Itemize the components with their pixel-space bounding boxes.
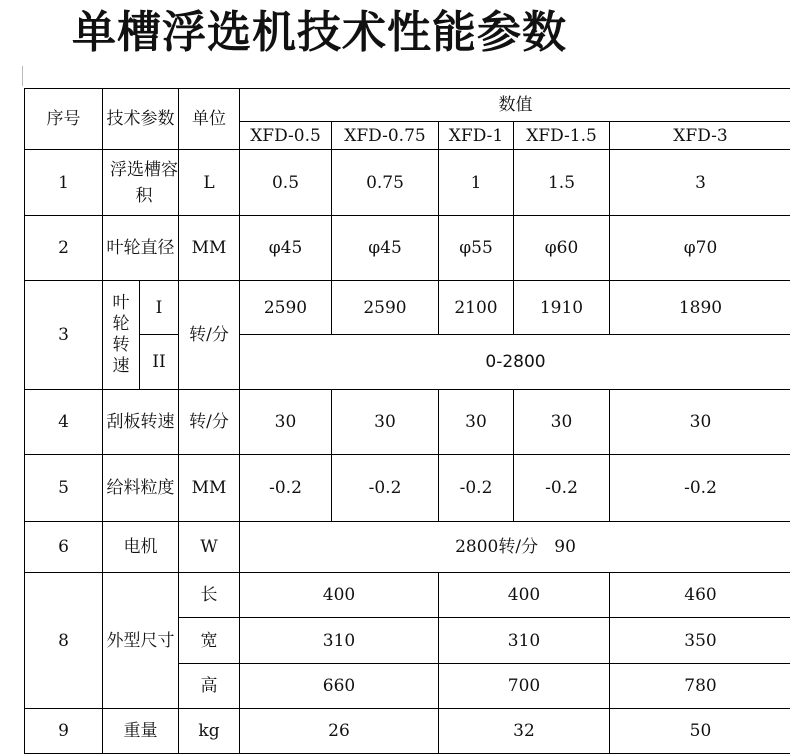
- row-value: 0.5: [240, 150, 332, 216]
- row-value: 1910: [514, 281, 610, 335]
- row-value-merged: 0-2800: [240, 335, 790, 390]
- row-value: -0.2: [439, 455, 514, 522]
- row-unit-text: 转/分: [189, 325, 229, 345]
- margin-mark: [22, 66, 23, 86]
- row-value: -0.2: [240, 455, 332, 522]
- table-row: [25, 709, 790, 754]
- row-sub-label: I: [140, 281, 179, 335]
- model-header: XFD-1.5: [514, 122, 610, 150]
- row-value: 0.75: [332, 150, 439, 216]
- row-value: 1: [439, 150, 514, 216]
- row-value: 30: [439, 390, 514, 455]
- row-param: [103, 150, 179, 216]
- row-sub-label: 宽: [179, 618, 240, 664]
- table-header-row: [25, 89, 790, 122]
- row-unit: [179, 281, 240, 390]
- row-value: φ45: [240, 216, 332, 281]
- row-value: 400: [240, 573, 439, 618]
- row-seq: 2: [25, 216, 103, 281]
- row-param: 刮板转速: [103, 390, 179, 455]
- header-values: 数值: [240, 89, 790, 122]
- header-param: 技术参数: [103, 89, 179, 150]
- row-seq: 9: [25, 709, 103, 754]
- row-sub-label: 高: [179, 664, 240, 709]
- row-value: 26: [240, 709, 439, 754]
- row-value: φ45: [332, 216, 439, 281]
- row-value: 310: [439, 618, 610, 664]
- model-header: XFD-0.5: [240, 122, 332, 150]
- row-unit-text: 转/分: [189, 412, 229, 432]
- row-value: φ55: [439, 216, 514, 281]
- table-row: [25, 455, 790, 522]
- row-sub-label: II: [140, 335, 179, 390]
- row-value: 3: [610, 150, 790, 216]
- header-unit: 单位: [179, 89, 240, 150]
- row-value: 30: [240, 390, 332, 455]
- row-seq: 5: [25, 455, 103, 522]
- row-unit: W: [179, 522, 240, 573]
- table-row: [25, 281, 790, 335]
- row-value: 310: [240, 618, 439, 664]
- row-value: 2590: [332, 281, 439, 335]
- row-param: 外型尺寸: [103, 573, 179, 709]
- row-value: 400: [439, 573, 610, 618]
- row-value: φ60: [514, 216, 610, 281]
- row-value: -0.2: [332, 455, 439, 522]
- row-value: 30: [332, 390, 439, 455]
- page-title: 单槽浮选机技术性能参数: [72, 7, 567, 58]
- table-row: [25, 390, 790, 455]
- row-value: -0.2: [610, 455, 790, 522]
- row-value: 50: [610, 709, 790, 754]
- row-value: 1890: [610, 281, 790, 335]
- row-value: 30: [610, 390, 790, 455]
- table-row: [25, 335, 790, 390]
- row-unit: MM: [179, 216, 240, 281]
- row-value: 32: [439, 709, 610, 754]
- row-value: 1.5: [514, 150, 610, 216]
- row-unit: L: [179, 150, 240, 216]
- row-value: φ70: [610, 216, 790, 281]
- row-value: -0.2: [514, 455, 610, 522]
- header-seq: 序号: [25, 89, 103, 150]
- row-seq: 8: [25, 573, 103, 709]
- row-param-vertical: [103, 281, 140, 390]
- row-value-merged: 2800转/分 90: [240, 522, 790, 573]
- row-value: 2100: [439, 281, 514, 335]
- table-row: [25, 522, 790, 573]
- row-param: 重量: [103, 709, 179, 754]
- row-value: 700: [439, 664, 610, 709]
- row-seq: 4: [25, 390, 103, 455]
- row-seq: 1: [25, 150, 103, 216]
- row-value: 30: [514, 390, 610, 455]
- table-row: [25, 573, 790, 618]
- row-unit: [179, 390, 240, 455]
- row-sub-label: 长: [179, 573, 240, 618]
- row-param: 给料粒度: [103, 455, 179, 522]
- model-header: XFD-1: [439, 122, 514, 150]
- row-unit: kg: [179, 709, 240, 754]
- row-seq: 3: [25, 281, 103, 390]
- row-unit: MM: [179, 455, 240, 522]
- row-value: 460: [610, 573, 790, 618]
- model-header: XFD-3: [610, 122, 790, 150]
- row-value: 350: [610, 618, 790, 664]
- row-param: 叶轮直径: [103, 216, 179, 281]
- row-param-text: 浮选槽容积: [110, 159, 178, 206]
- spec-table: [24, 88, 790, 754]
- row-value: 780: [610, 664, 790, 709]
- row-param: 电机: [103, 522, 179, 573]
- model-header: XFD-0.75: [332, 122, 439, 150]
- table-row: [25, 216, 790, 281]
- row-value: 660: [240, 664, 439, 709]
- row-value: 2590: [240, 281, 332, 335]
- row-param-text: 叶轮转速: [112, 293, 130, 376]
- row-seq: 6: [25, 522, 103, 573]
- table-row: [25, 150, 790, 216]
